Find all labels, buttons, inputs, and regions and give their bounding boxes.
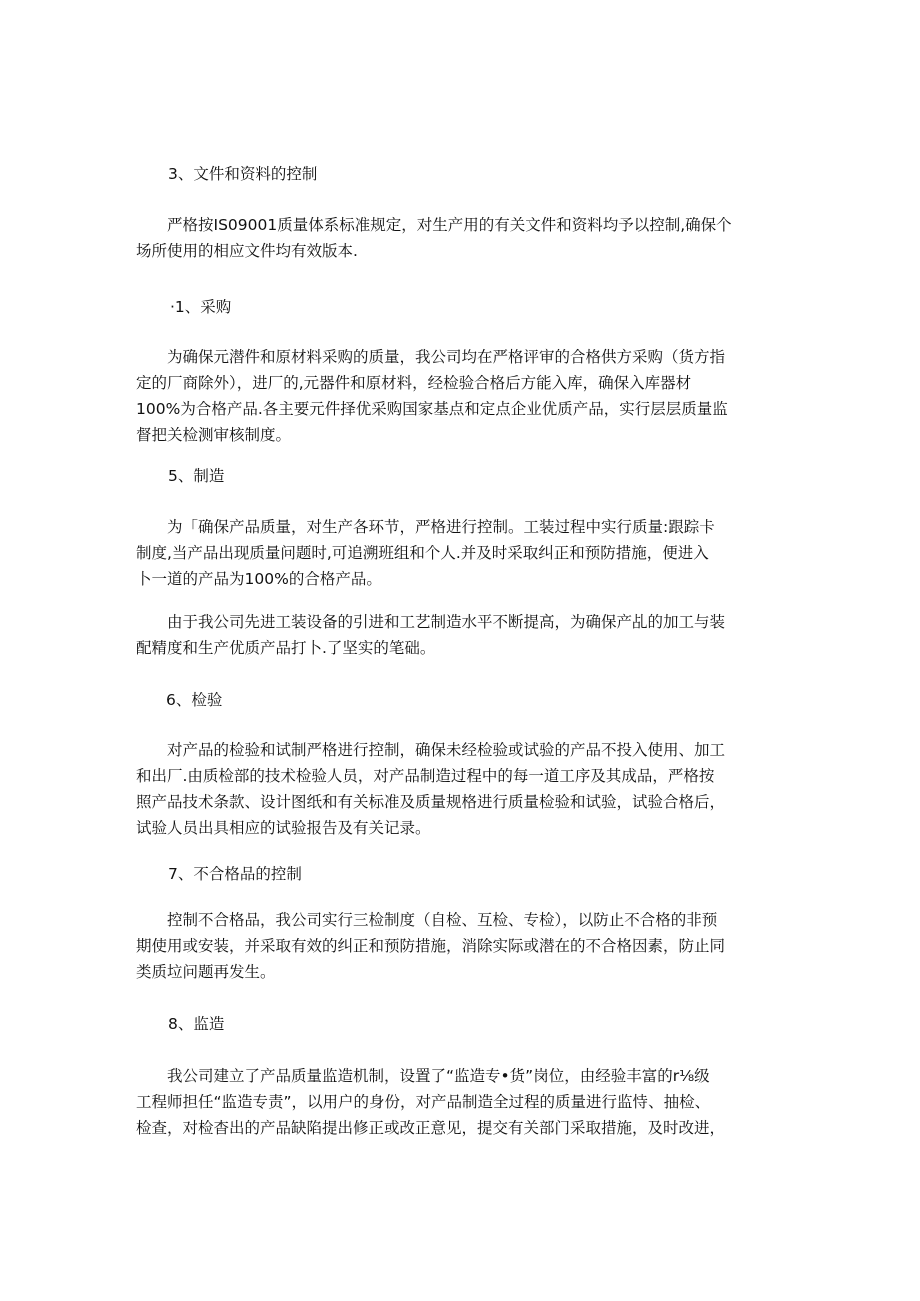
paragraph-manufacturing-2 <box>136 609 786 661</box>
text-line: 100%为合格产品.各主要元件择优采购国家基点和定点企业优质产品，实行层层质量监 <box>136 400 728 418</box>
text-line: 督把关检测审核制度。 <box>136 426 292 444</box>
text-line: 为「确保产品质量，对生产各环节，严格进行控制。工装过程中实行质量:跟踪卡 <box>136 518 715 536</box>
paragraph-manufacturing-1 <box>136 514 786 592</box>
section-heading-7: 7、不合格品的控制 <box>168 865 302 883</box>
paragraph-inspection <box>136 737 786 841</box>
text-line: 检查，对检杳出的产品缺陷提出修正或改正意见，提交有关部门采取措施，及时改进， <box>136 1119 726 1137</box>
text-line: 照产品技术条款、设计图纸和有关标准及质量规格进行质量检验和试验，试验合格后， <box>136 793 726 811</box>
paragraph-supervision <box>136 1063 786 1141</box>
text-line: 我公司建立了产品质量监造机制，设置了“监造专•货”岗位，由经验丰富的r⅛级 <box>136 1067 710 1085</box>
text-line: 对产品的检验和试制严格进行控制，确保未经检验或试验的产品不投入使用、加工 <box>136 741 726 759</box>
text-line: 卜一道的产品为100%的合格产品。 <box>136 570 382 588</box>
text-line: 工程师担任“监造专责”，以用户的身份，对产品制造全过程的质量进行监恃、抽检、 <box>136 1093 711 1111</box>
text-line: 期使用或安装，并采取有效的纠正和预防措施，消除实际或潜在的不合格因素，防止同 <box>136 937 726 955</box>
paragraph-procurement <box>136 344 786 448</box>
text-line: 制度,当产品出现质量问题时,可追溯班组和个人.并及时采取纠正和预防措施，便进入 <box>136 544 709 562</box>
text-line: 严格按IS09001质量体系标准规定，对生产用的有关文件和资料均予以控制,确保个 <box>136 216 732 234</box>
text-line: 和出厂.由质检部的技术检验人员，对产品制造过程中的每一道工序及其成品，严格按 <box>136 767 715 785</box>
text-line: 为确保元潜件和原材料采购的质量，我公司均在严格评审的合格供方采购（货方指 <box>136 348 726 366</box>
text-line: 场所使用的相应文件均有效版本. <box>136 242 358 260</box>
text-line: 试验人员出具相应的试验报告及有关记录。 <box>136 819 431 837</box>
text-line: 类质垃问题再发生。 <box>136 963 276 981</box>
paragraph-documents-control <box>136 212 786 264</box>
section-heading-procurement: ·1、采购 <box>170 298 232 316</box>
section-heading-3: 3、文件和资料的控制 <box>168 165 318 183</box>
section-heading-6: 6、检验 <box>166 691 223 709</box>
paragraph-nonconforming <box>136 907 786 985</box>
section-heading-5: 5、制造 <box>168 467 225 485</box>
text-line: 配精度和生产优质产品打卜.了坚实的笔础。 <box>136 639 436 657</box>
text-line: 定的厂商除外），进厂的,元器件和原材料，经检验合格后方能入库，确保入库器材 <box>136 374 692 392</box>
text-line: 控制不合格品，我公司实行三检制度（自检、互检、专检），以防止不合格的非预 <box>136 911 718 929</box>
section-heading-8: 8、监造 <box>168 1015 225 1033</box>
text-line: 由于我公司先进工装设备的引进和工艺制造水平不断提高，为确保产乩的加工与装 <box>136 613 726 631</box>
